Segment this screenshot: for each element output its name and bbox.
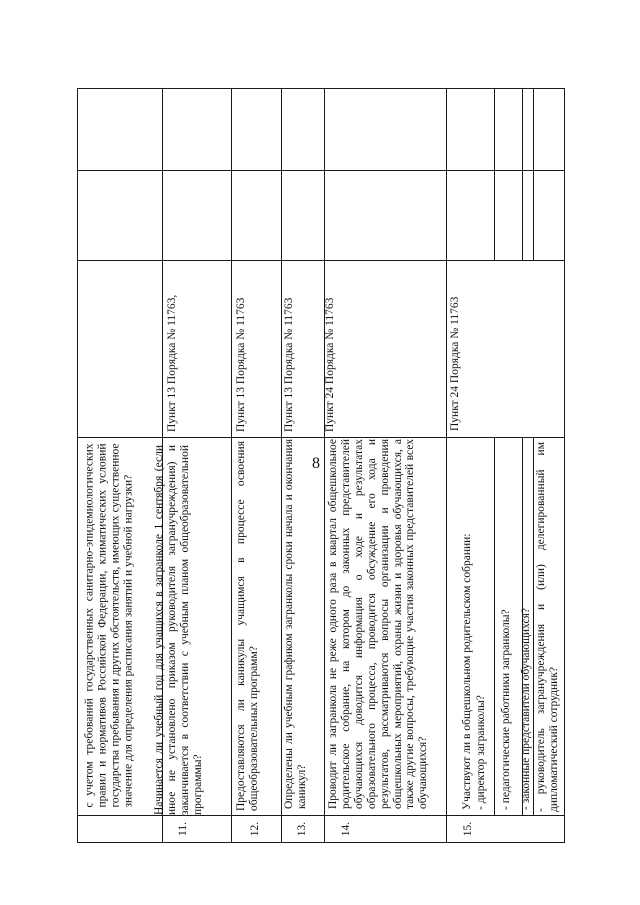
row-15-item-2: - педагогические работники загранколы? bbox=[500, 609, 512, 810]
row-15-item-4: - руководитель загранучреждения и (или) делегированный им дипломатический сотрудник? bbox=[535, 442, 560, 812]
page-number: 8 bbox=[312, 455, 320, 472]
row-14-question: Проводит ли загранкола не реже одного раза в квартал общешкольное родительское собрание, на котором до законных представителей обучающихся доводится информация о ходе и результатах образовательного процесса, проводится обсуждение его хода и результатов, рассматриваются вопросы организации и проведения общешкольных мероприятий, охраны жизни и здоровья обучающихся, а также другие вопросы, требующие участия законных представителей всех обучающихся? bbox=[327, 439, 430, 809]
row-15-item-1: - директор загранколы? bbox=[475, 695, 487, 810]
row-13-question: Определены ли учебным графиком загранколы сроки начала и окончания каникул? bbox=[283, 439, 308, 809]
row-12-question: Предоставляются ли каникулы учащимся в процессе освоения общеобразовательных программ? bbox=[235, 441, 260, 811]
row-14-number: 14. bbox=[340, 821, 352, 837]
row-15-question: Участвуют ли в общешкольном родительском собрании: bbox=[461, 533, 473, 810]
row-11-question: Начинается ли учебный год для учащихся в загранколе 1 сентября (если иное не установлено приказом руководителя загранучреждения) и заканчивается в соответствии с учебным планом общеобразовательной программы? bbox=[153, 445, 204, 815]
row-13-reference: Пункт 13 Порядка № 11763 bbox=[283, 297, 295, 432]
row-13-number: 13. bbox=[296, 821, 308, 837]
row-15-number: 15. bbox=[462, 821, 474, 837]
row-15-reference: Пункт 24 Порядка № 11763 bbox=[449, 296, 461, 431]
row-11-reference: Пункт 13 Порядка № 11763, bbox=[166, 294, 178, 432]
row-14-reference: Пункт 24 Порядка № 11763 bbox=[324, 297, 336, 432]
row-12-reference: Пункт 13 Порядка № 11763 bbox=[235, 297, 247, 432]
row-11-number: 11. bbox=[177, 822, 189, 836]
row-15-item-3: - законные представители обучающихся? bbox=[520, 607, 532, 810]
row-continuation-question: с учетом требований государственных санитарно-эпидемиологических правил и нормативов Российской Федерации, климатических условий государства пребывания и других обстоятельств, имеющих существенное значение для определения расписания занятий и учебной нагрузки? bbox=[83, 443, 135, 808]
row-12-number: 12. bbox=[249, 821, 261, 837]
